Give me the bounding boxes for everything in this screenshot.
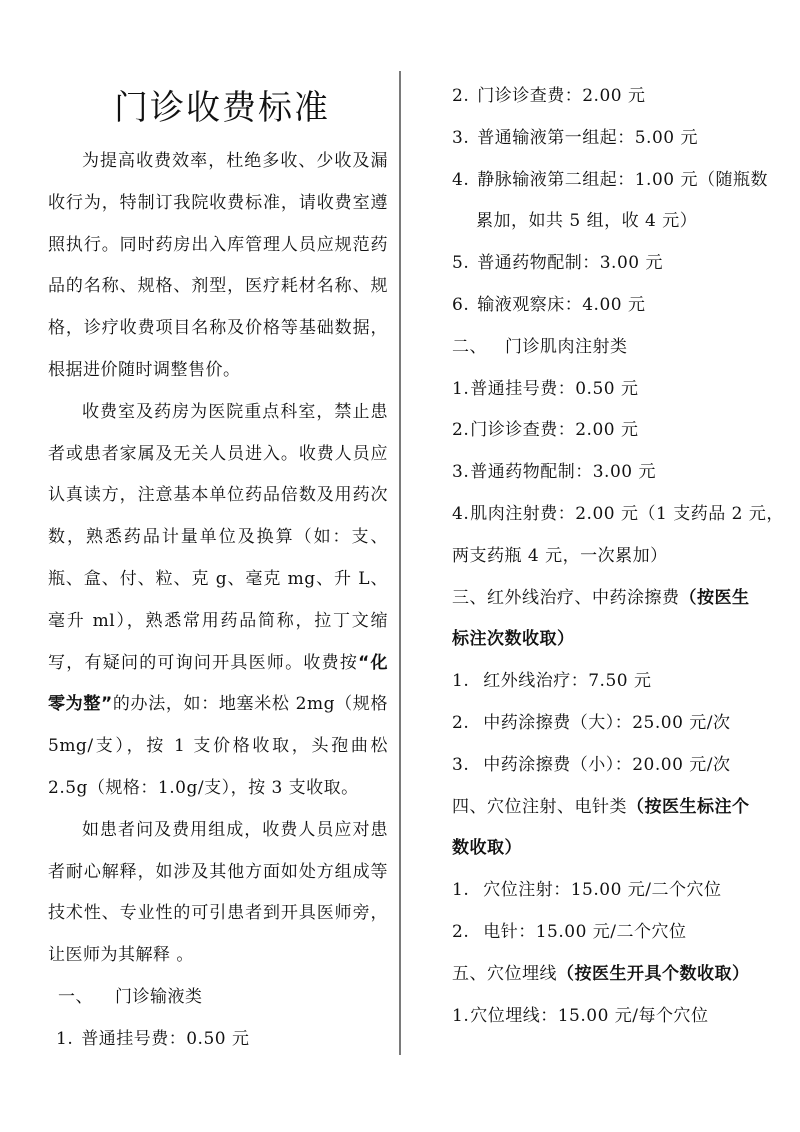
item-text: 电针：15.00 元/二个穴位 <box>483 921 687 942</box>
section-number: 四、 <box>452 796 487 817</box>
fee-item <box>452 870 792 912</box>
fee-item-continuation: 两支药瓶 4 元，一次累加） <box>452 545 668 566</box>
item-text: 肌肉注射费：2.00 元（1 支药品 2 元， <box>470 503 784 524</box>
column-divider <box>399 71 401 1055</box>
section-heading-5 <box>452 954 792 996</box>
section-note: （按医生开具个数收取） <box>557 963 750 984</box>
section-title: 门诊输液类 <box>115 986 203 1007</box>
item-text: 静脉输液第二组起：1.00 元（随瓶数 <box>477 169 768 190</box>
item-text: 输液观察床：4.00 元 <box>477 294 646 315</box>
fee-item <box>452 912 792 954</box>
section-number: 二、 <box>452 336 487 357</box>
fee-item <box>452 996 792 1038</box>
fee-item <box>452 452 792 494</box>
section-note: （按医生 <box>679 587 750 608</box>
fee-item <box>452 160 792 202</box>
section-heading-1 <box>48 977 388 1019</box>
item-text: 穴位埋线：15.00 元/每个穴位 <box>470 1005 709 1026</box>
intro-paragraph-3: 如患者问及费用组成，收费人员应对患者耐心解释，如涉及其他方面如处方组成等技术性、专业性的可引患者到开具医师旁，让医师为其解释 。 <box>48 819 388 966</box>
fee-item <box>452 118 792 160</box>
item-text: 红外线治疗：7.50 元 <box>483 671 652 692</box>
right-column <box>452 76 792 1037</box>
item-number: 1. <box>452 378 470 399</box>
item-number: 1. <box>452 671 470 692</box>
item-number: 2. <box>452 921 470 942</box>
item-number: 6. <box>452 294 470 315</box>
intro-paragraph-2 <box>48 392 388 810</box>
item-number: 3. <box>452 127 470 148</box>
item-text: 普通药物配制：3.00 元 <box>470 462 656 483</box>
section-title: 门诊肌肉注射类 <box>505 336 628 357</box>
item-text: 穴位注射：15.00 元/二个穴位 <box>483 880 722 901</box>
intro-paragraph-2-text-b: 的办法，如：地塞米松 2mg（规格 5mg/支），按 1 支价格收取，头孢曲松 2.5g（规格：1.0g/支），按 3 支收取。 <box>48 694 388 798</box>
section-heading-4 <box>452 787 792 829</box>
fee-item <box>452 76 792 118</box>
item-text: 门诊诊查费：2.00 元 <box>470 420 639 441</box>
section-number: 一、 <box>58 986 93 1007</box>
item-number: 1. <box>452 880 470 901</box>
section-number: 五、 <box>452 963 487 984</box>
section-note-continuation: 数收取） <box>452 838 522 859</box>
fee-item-continuation: 累加，如共 5 组，收 4 元） <box>476 211 698 232</box>
item-text: 普通药物配制：3.00 元 <box>477 253 663 274</box>
fee-item <box>452 661 792 703</box>
section-note-continuation: 标注次数收取） <box>452 629 575 650</box>
fee-item <box>452 703 792 745</box>
intro-paragraph-2-emphasis: “化零为整” <box>48 652 388 715</box>
fee-item <box>452 745 792 787</box>
item-text: 普通挂号费：0.50 元 <box>81 1028 250 1049</box>
item-number: 4. <box>452 169 470 190</box>
item-number: 3. <box>452 754 470 775</box>
item-text: 中药涂擦费（小）：20.00 元/次 <box>483 754 731 775</box>
item-number: 2. <box>452 712 470 733</box>
fee-item <box>452 243 792 285</box>
intro-paragraph-1: 为提高收费效率，杜绝多收、少收及漏收行为，特制订我院收费标准，请收费室遵照执行。同时药房出入库管理人员应规范药品的名称、规格、剂型，医疗耗材名称、规格，诊疗收费项目名称及价格等基础数据，根据进价随时调整售价。 <box>48 151 388 380</box>
item-text: 门诊诊查费：2.00 元 <box>477 86 646 106</box>
item-text: 中药涂擦费（大）：25.00 元/次 <box>483 712 731 733</box>
item-number: 5. <box>452 253 470 274</box>
fee-item <box>452 369 792 411</box>
item-number: 3. <box>452 462 470 483</box>
intro-paragraph-2-text-a: 收费室及药房为医院重点科室，禁止患者或患者家属及无关人员进入。收费人员应认真读方，注意基本单位药品倍数及用药次数，熟悉药品计量单位及换算（如：支、瓶、盒、付、粒、克 g、毫克 mg、升 L、毫升 ml），熟悉常用药品简称，拉丁文缩写，有疑问的可询问开具医师。收费按 <box>48 401 388 673</box>
section-title: 穴位埋线 <box>487 963 557 984</box>
section-title: 红外线治疗、中药涂擦费 <box>487 587 680 608</box>
section-note: （按医生标注个 <box>627 796 750 817</box>
fee-item <box>452 285 792 327</box>
fee-item <box>48 1019 388 1061</box>
section-number: 三、 <box>452 587 487 608</box>
fee-item <box>452 410 792 452</box>
item-number: 2. <box>452 420 470 441</box>
page-title: 门诊收费标准 <box>114 88 330 128</box>
intro-section <box>48 141 388 1061</box>
section-title: 穴位注射、电针类 <box>487 796 627 817</box>
item-text: 普通挂号费：0.50 元 <box>470 378 639 399</box>
section-heading-3 <box>452 578 792 620</box>
fee-item <box>452 494 792 536</box>
section-heading-2 <box>452 327 792 369</box>
item-number: 1. <box>452 1005 470 1026</box>
item-text: 普通输液第一组起：5.00 元 <box>477 127 698 148</box>
item-number: 4. <box>452 503 470 524</box>
left-column <box>48 76 388 1061</box>
item-number: 1. <box>56 1028 74 1049</box>
item-number: 2. <box>452 86 470 106</box>
